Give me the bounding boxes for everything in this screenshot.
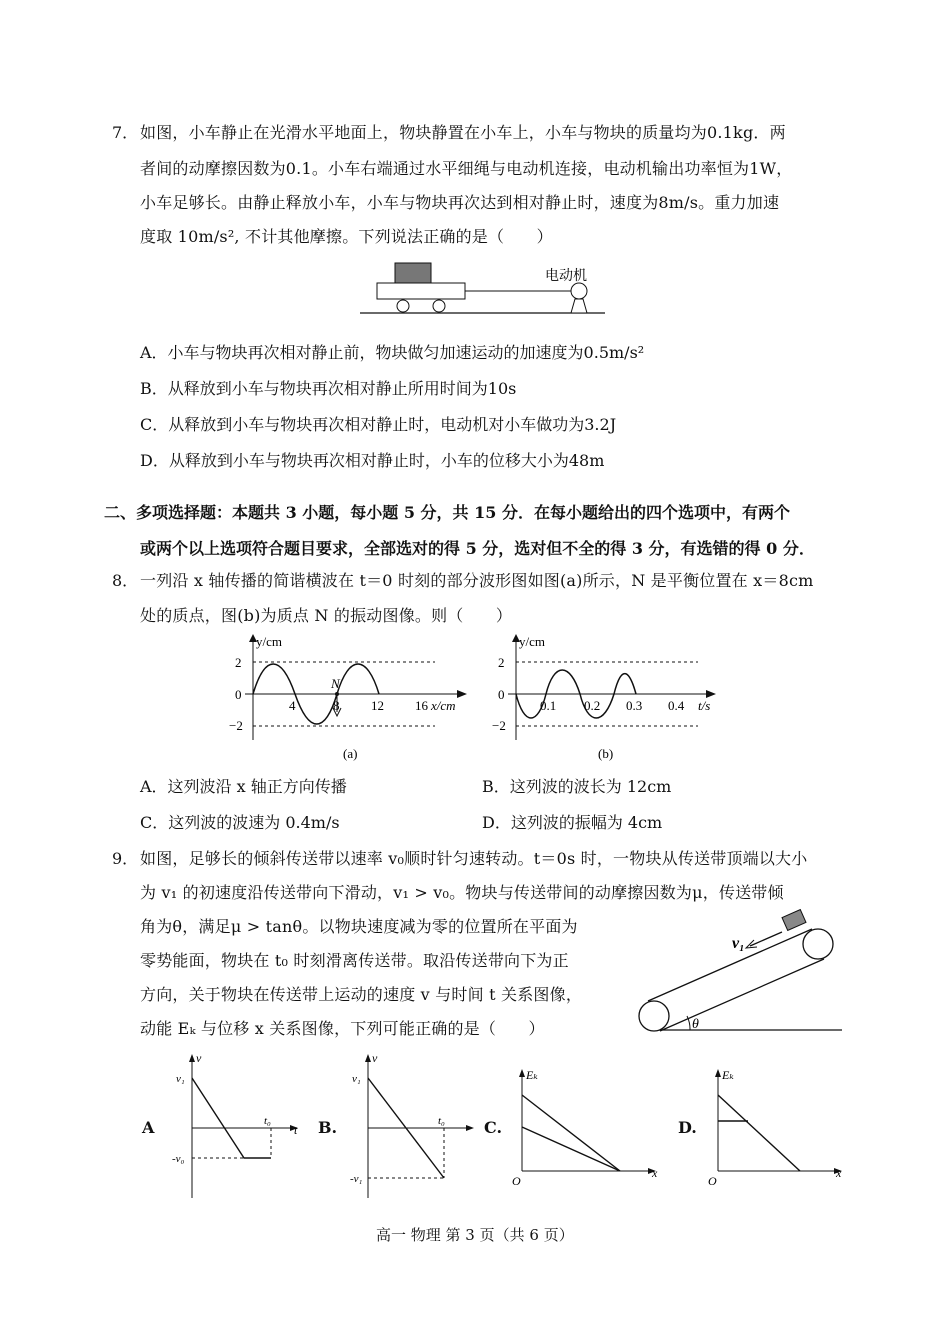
graph-d-ylabel: Eₖ — [722, 1068, 734, 1082]
graph-c-xlabel: x — [652, 1166, 658, 1180]
q9-graph-d-label: D. — [678, 1118, 697, 1137]
graph-d-xlabel: x — [836, 1166, 842, 1180]
q9-graph-c — [508, 1065, 668, 1190]
q8-option-d: D．这列波的振幅为 4cm — [482, 813, 663, 832]
q8-number: 8． — [112, 571, 139, 590]
q7-line-1: 如图，小车静止在光滑水平地面上，物块静置在小车上，小车与物块的质量均为0.1kg．两 — [140, 123, 786, 142]
graph-b-neg-v1: -v₁ — [350, 1173, 363, 1185]
q9-graph-d — [704, 1065, 854, 1190]
graph-b-xtick-0.3: 0.3 — [626, 698, 643, 713]
graph-b-xtick-0.1: 0.1 — [540, 698, 557, 713]
graph-a-xlabel: x/cm — [431, 698, 456, 713]
q9-line-1: 如图，足够长的倾斜传送带以速率 v₀顺时针匀速转动。t＝0s 时，一物块从传送带顶端以大小 — [140, 849, 808, 868]
graph-c-origin: O — [512, 1174, 521, 1188]
q7-line-2: 者间的动摩擦因数为0.1。小车右端通过水平细绳与电动机连接，电动机输出功率恒为1W， — [140, 159, 793, 178]
q7-option-a: A．小车与物块再次相对静止前，物块做匀加速运动的加速度为0.5m/s² — [140, 343, 645, 362]
graph-b-t0: t₀ — [438, 1115, 445, 1127]
graph-a-ytick-2: 2 — [235, 655, 242, 670]
graph-c-ylabel: Eₖ — [526, 1068, 538, 1082]
graph-a-ytick-neg2: −2 — [229, 718, 243, 733]
motor-label: 电动机 — [545, 269, 587, 284]
page-footer: 高一 物理 第 3 页（共 6 页） — [376, 1226, 574, 1244]
graph-a-xtick-4: 4 — [289, 698, 296, 713]
graph-a-xlabel: t — [294, 1123, 298, 1137]
graph-d-origin: O — [708, 1174, 717, 1188]
q9-line-6: 动能 Eₖ 与位移 x 关系图像，下列可能正确的是（ ） — [140, 1019, 545, 1038]
graph-a-ytick-0: 0 — [235, 687, 242, 702]
q9-graph-b-label: B. — [318, 1118, 338, 1137]
q9-graph-a-label: A — [142, 1118, 155, 1137]
q9-graph-c-label: C. — [484, 1118, 503, 1137]
graph-b-xtick-0.2: 0.2 — [584, 698, 601, 713]
graph-a-xtick-16: 16 — [415, 698, 428, 713]
q7-option-b: B．从释放到小车与物块再次相对静止所用时间为10s — [140, 379, 517, 398]
q7-line-3: 小车足够长。由静止释放小车，小车与物块再次达到相对静止时，速度为8m/s。重力加速 — [140, 193, 780, 212]
graph-b-xtick-0.4: 0.4 — [668, 698, 685, 713]
graph-b-ylabel: y/cm — [519, 634, 545, 649]
q9-line-2: 为 v₁ 的初速度沿传送带向下滑动，v₁ > v₀。物块与传送带间的动摩擦因数为μ，传送带倾 — [140, 883, 784, 902]
q8-wave-graph-a — [225, 632, 475, 762]
section-2-instructions: 或两个以上选项符合题目要求，全部选对的得 5 分，选对但不全的得 3 分，有选错的得 0 分． — [140, 539, 815, 558]
q7-option-d: D．从释放到小车与物块再次相对静止时，小车的位移大小为48m — [140, 451, 605, 470]
graph-a-neg-v0: -v₀ — [172, 1153, 185, 1165]
graph-a-caption: (a) — [343, 746, 358, 761]
graph-b-ylabel: v — [372, 1051, 378, 1065]
graph-b-v1: v₁ — [352, 1073, 361, 1085]
graph-a-v1: v₁ — [176, 1073, 185, 1085]
graph-a-point-n: N — [331, 676, 340, 691]
q9-graph-a — [168, 1050, 308, 1200]
graph-b-caption: (b) — [598, 746, 614, 761]
q9-graph-b — [344, 1050, 484, 1200]
q7-line-4: 度取 10m/s², 不计其他摩擦。下列说法正确的是（ ） — [140, 227, 553, 246]
q9-line-4: 零势能面，物块在 t₀ 时刻滑离传送带。取沿传送带向下为正 — [140, 951, 569, 970]
q7-number: 7． — [112, 123, 139, 142]
q8-option-c: C．这列波的波速为 0.4m/s — [140, 813, 340, 832]
graph-a-ylabel: v — [196, 1051, 202, 1065]
q9-number: 9． — [112, 849, 139, 868]
q8-line-1: 一列沿 x 轴传播的简谐横波在 t＝0 时刻的部分波形图如图(a)所示，N 是平衡位置在 x＝8cm — [140, 571, 814, 590]
q9-line-5: 方向，关于物块在传送带上运动的速度 v 与时间 t 关系图像， — [140, 985, 583, 1004]
q8-option-a: A．这列波沿 x 轴正方向传播 — [140, 777, 347, 796]
q9-line-3: 角为θ，满足μ > tanθ。以物块速度减为零的位置所在平面为 — [140, 917, 578, 936]
graph-b-ytick-0: 0 — [498, 687, 505, 702]
v1-label: v₁ — [732, 935, 745, 952]
q8-option-b: B．这列波的波长为 12cm — [482, 777, 672, 796]
graph-b-ytick-2: 2 — [498, 655, 505, 670]
graph-a-t0: t₀ — [264, 1115, 271, 1127]
section-2-heading: 二、多项选择题：本题共 3 小题，每小题 5 分，共 15 分．在每小题给出的四个选项中，有两个 — [104, 503, 790, 522]
theta-label: θ — [692, 1017, 699, 1032]
q8-vibration-graph-b — [488, 632, 728, 762]
graph-b-xlabel: t/s — [698, 698, 711, 713]
graph-a-xtick-12: 12 — [371, 698, 384, 713]
q9-conveyor-figure — [632, 908, 852, 1038]
graph-a-ylabel: y/cm — [256, 634, 282, 649]
q7-cart-motor-figure — [355, 255, 615, 325]
q7-option-c: C．从释放到小车与物块再次相对静止时，电动机对小车做功为3.2J — [140, 415, 617, 434]
q8-line-2: 处的质点，图(b)为质点 N 的振动图像。则（ ） — [140, 606, 513, 625]
graph-a-xtick-8: 8 — [333, 698, 340, 713]
graph-b-ytick-neg2: −2 — [492, 718, 506, 733]
